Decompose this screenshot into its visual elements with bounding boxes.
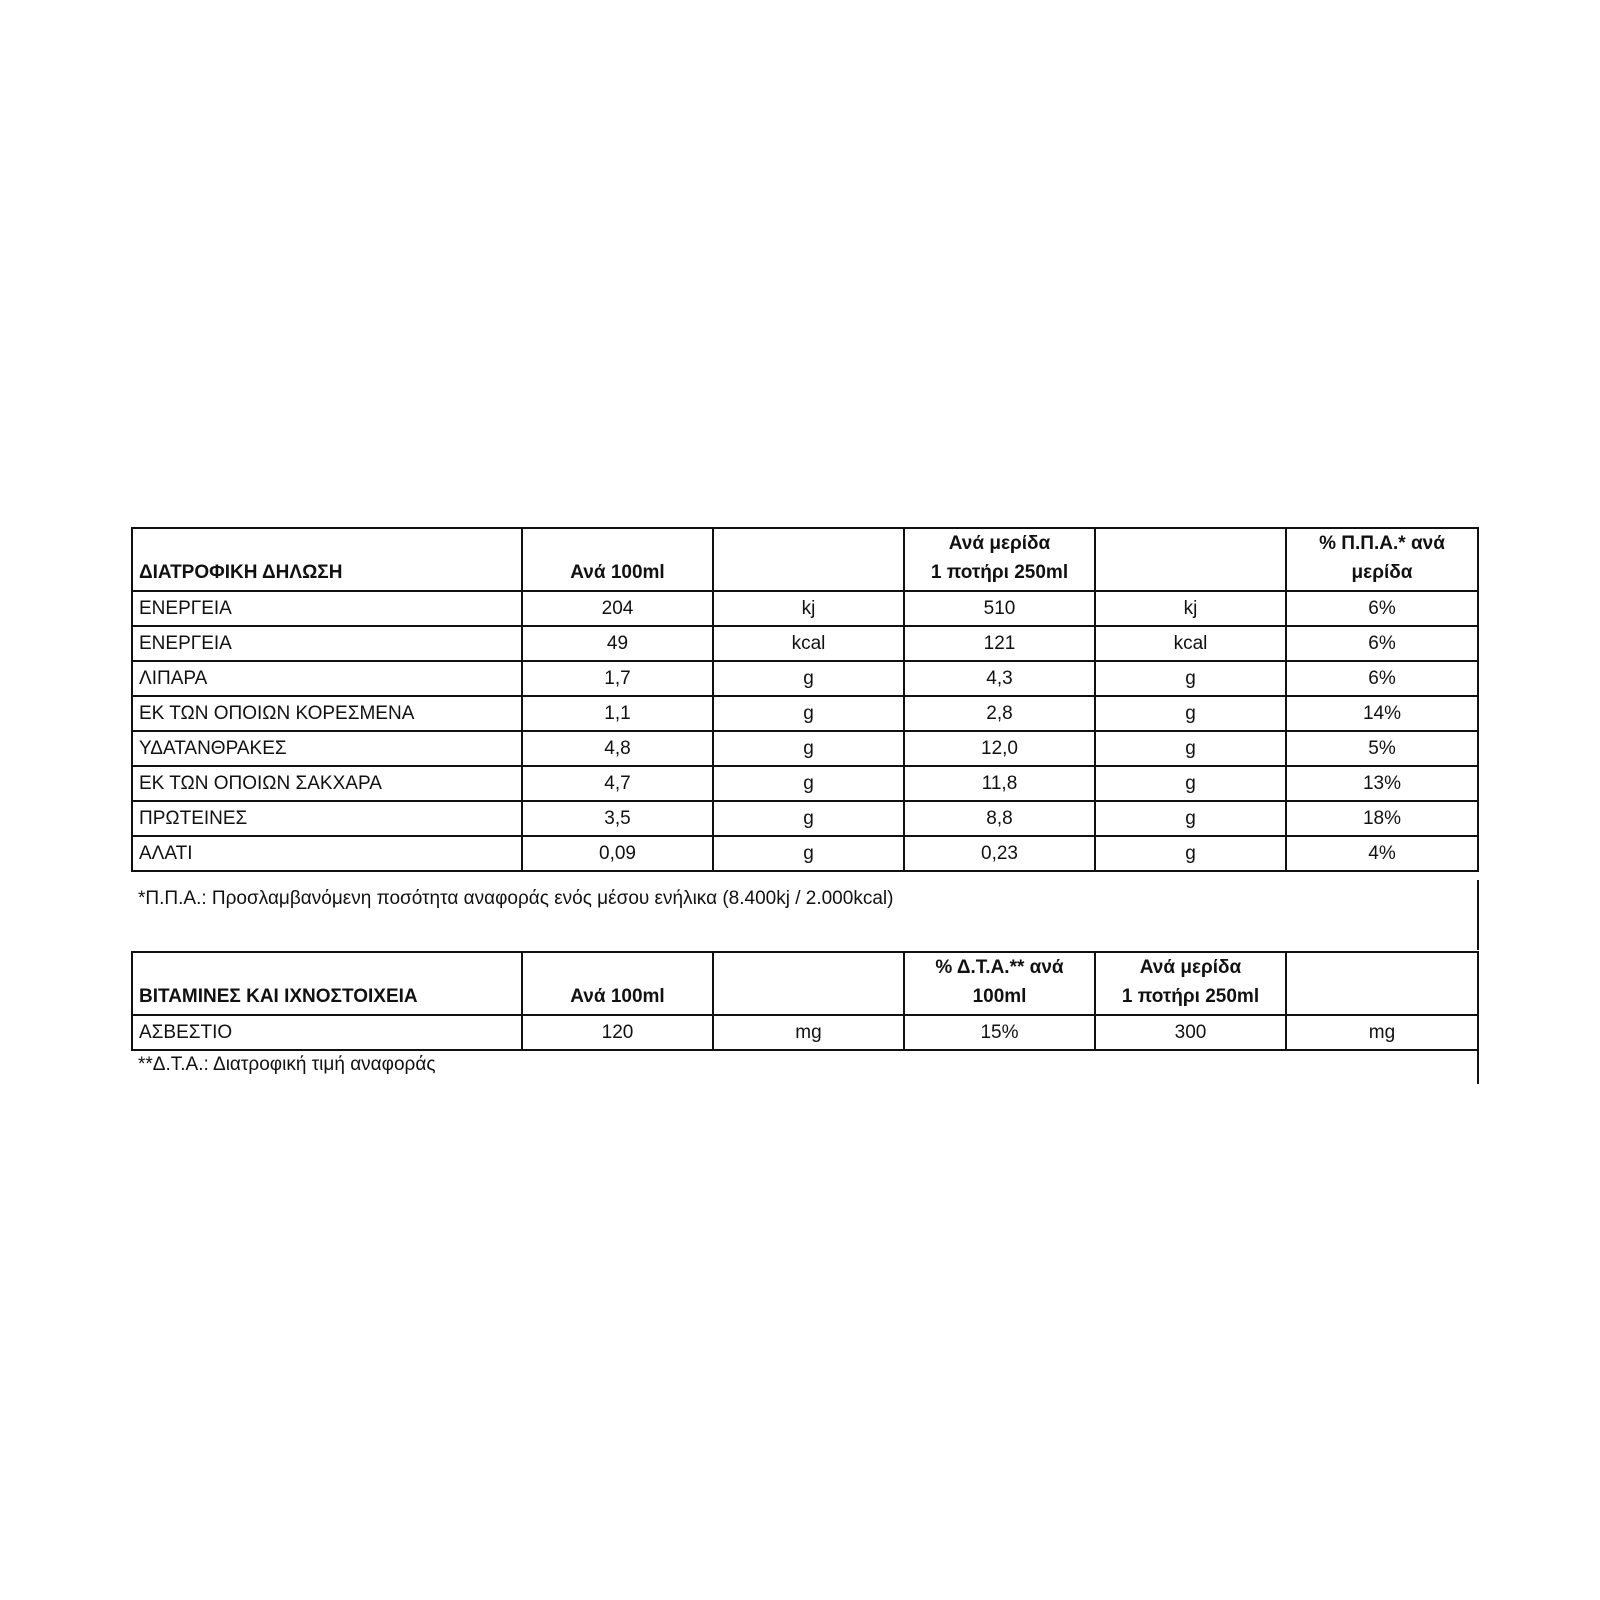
table-row [132,591,1478,626]
vitamins-footnote: **Δ.Τ.Α.: Διατροφική τιμή αναφοράς [138,1054,436,1075]
table-row [132,731,1478,766]
value-cell: 4,8 [522,731,713,766]
nutrient-name-cell: ΥΔΑΤΑΝΘΡΑΚΕΣ [132,731,522,766]
value-cell: g [713,696,904,731]
table-row [132,766,1478,801]
nutrient-name-cell: ΕΚ ΤΩΝ ΟΠΟΙΩΝ ΚΟΡΕΣΜΕΝΑ [132,696,522,731]
value-cell: 11,8 [904,766,1095,801]
vitamins-header-cell [522,952,713,1015]
nutrition-header-cell [1286,528,1478,591]
value-cell: g [713,766,904,801]
value-cell: 300 [1095,1015,1286,1050]
value-cell: g [1095,766,1286,801]
value-cell: 5% [1286,731,1478,766]
table-row [132,661,1478,696]
value-cell: kj [713,591,904,626]
header-text: Ανά μερίδα [1139,957,1242,978]
value-cell: 4,7 [522,766,713,801]
vitamins-minerals-table [131,951,1479,1051]
nutrition-header-cell [713,528,904,591]
value-cell: kcal [1095,626,1286,661]
value-cell: g [713,731,904,766]
table-row [132,626,1478,661]
value-cell: 121 [904,626,1095,661]
table-row [132,696,1478,731]
value-cell: kj [1095,591,1286,626]
right-border-line [1477,1048,1479,1084]
nutrient-name-cell: ΑΛΑΤΙ [132,836,522,871]
nutrition-footnote: *Π.Π.Α.: Προσλαμβανόμενη ποσότητα αναφοράς ενός μέσου ενήλικα (8.400kj / 2.000kcal) [138,888,894,909]
value-cell: 14% [1286,696,1478,731]
header-text: 1 ποτήρι 250ml [930,562,1069,583]
vitamins-header-cell [1286,952,1478,1015]
header-text: μερίδα [1351,562,1413,583]
vitamins-header-cell [132,952,522,1015]
value-cell: 1,7 [522,661,713,696]
value-cell: 3,5 [522,801,713,836]
value-cell: 204 [522,591,713,626]
nutrient-name-cell: ΛΙΠΑΡΑ [132,661,522,696]
value-cell: 6% [1286,591,1478,626]
header-text: 100ml [972,986,1027,1007]
header-text: ΔΙΑΤΡΟΦΙΚΗ ΔΗΛΩΣΗ [139,562,343,583]
value-cell: 0,23 [904,836,1095,871]
vitamins-header-cell [904,952,1095,1015]
nutrient-name-cell: ΕΚ ΤΩΝ ΟΠΟΙΩΝ ΣΑΚΧΑΡΑ [132,766,522,801]
value-cell: 4% [1286,836,1478,871]
value-cell: 2,8 [904,696,1095,731]
header-text: 1 ποτήρι 250ml [1121,986,1260,1007]
value-cell: g [1095,696,1286,731]
header-text: ΒΙΤΑΜΙΝΕΣ ΚΑΙ ΙΧΝΟΣΤΟΙΧΕΙΑ [139,986,418,1007]
value-cell: kcal [713,626,904,661]
value-cell: g [1095,731,1286,766]
value-cell: 49 [522,626,713,661]
nutrition-header-cell [904,528,1095,591]
vitamins-header-cell [1095,952,1286,1015]
header-text: % Δ.Τ.Α.** ανά [935,957,1064,978]
value-cell: 18% [1286,801,1478,836]
nutrition-header-cell [132,528,522,591]
value-cell: 4,3 [904,661,1095,696]
value-cell: g [1095,661,1286,696]
nutrition-header-row [132,528,1478,591]
vitamins-header-row [132,952,1478,1015]
nutrient-name-cell: ΑΣΒΕΣΤΙΟ [132,1015,522,1050]
value-cell: g [1095,801,1286,836]
value-cell: 6% [1286,661,1478,696]
nutrition-header-cell [1095,528,1286,591]
value-cell: 120 [522,1015,713,1050]
value-cell: 8,8 [904,801,1095,836]
value-cell: 6% [1286,626,1478,661]
value-cell: 13% [1286,766,1478,801]
nutrition-declaration-table [131,527,1479,872]
value-cell: 12,0 [904,731,1095,766]
header-text: Ανά 100ml [570,562,665,583]
value-cell: 510 [904,591,1095,626]
value-cell: 0,09 [522,836,713,871]
nutrient-name-cell: ΠΡΩΤΕΙΝΕΣ [132,801,522,836]
header-text: % Π.Π.Α.* ανά [1319,533,1445,554]
value-cell: 15% [904,1015,1095,1050]
value-cell: g [713,836,904,871]
value-cell: g [713,661,904,696]
header-text: Ανά μερίδα [948,533,1051,554]
value-cell: mg [1286,1015,1478,1050]
table-row [132,801,1478,836]
nutrient-name-cell: ΕΝΕΡΓΕΙΑ [132,591,522,626]
table-row [132,1015,1478,1050]
table-row [132,836,1478,871]
value-cell: 1,1 [522,696,713,731]
value-cell: mg [713,1015,904,1050]
nutrient-name-cell: ΕΝΕΡΓΕΙΑ [132,626,522,661]
right-border-line [1477,880,1479,950]
value-cell: g [713,801,904,836]
vitamins-header-cell [713,952,904,1015]
header-text: Ανά 100ml [570,986,665,1007]
nutrition-header-cell [522,528,713,591]
value-cell: g [1095,836,1286,871]
